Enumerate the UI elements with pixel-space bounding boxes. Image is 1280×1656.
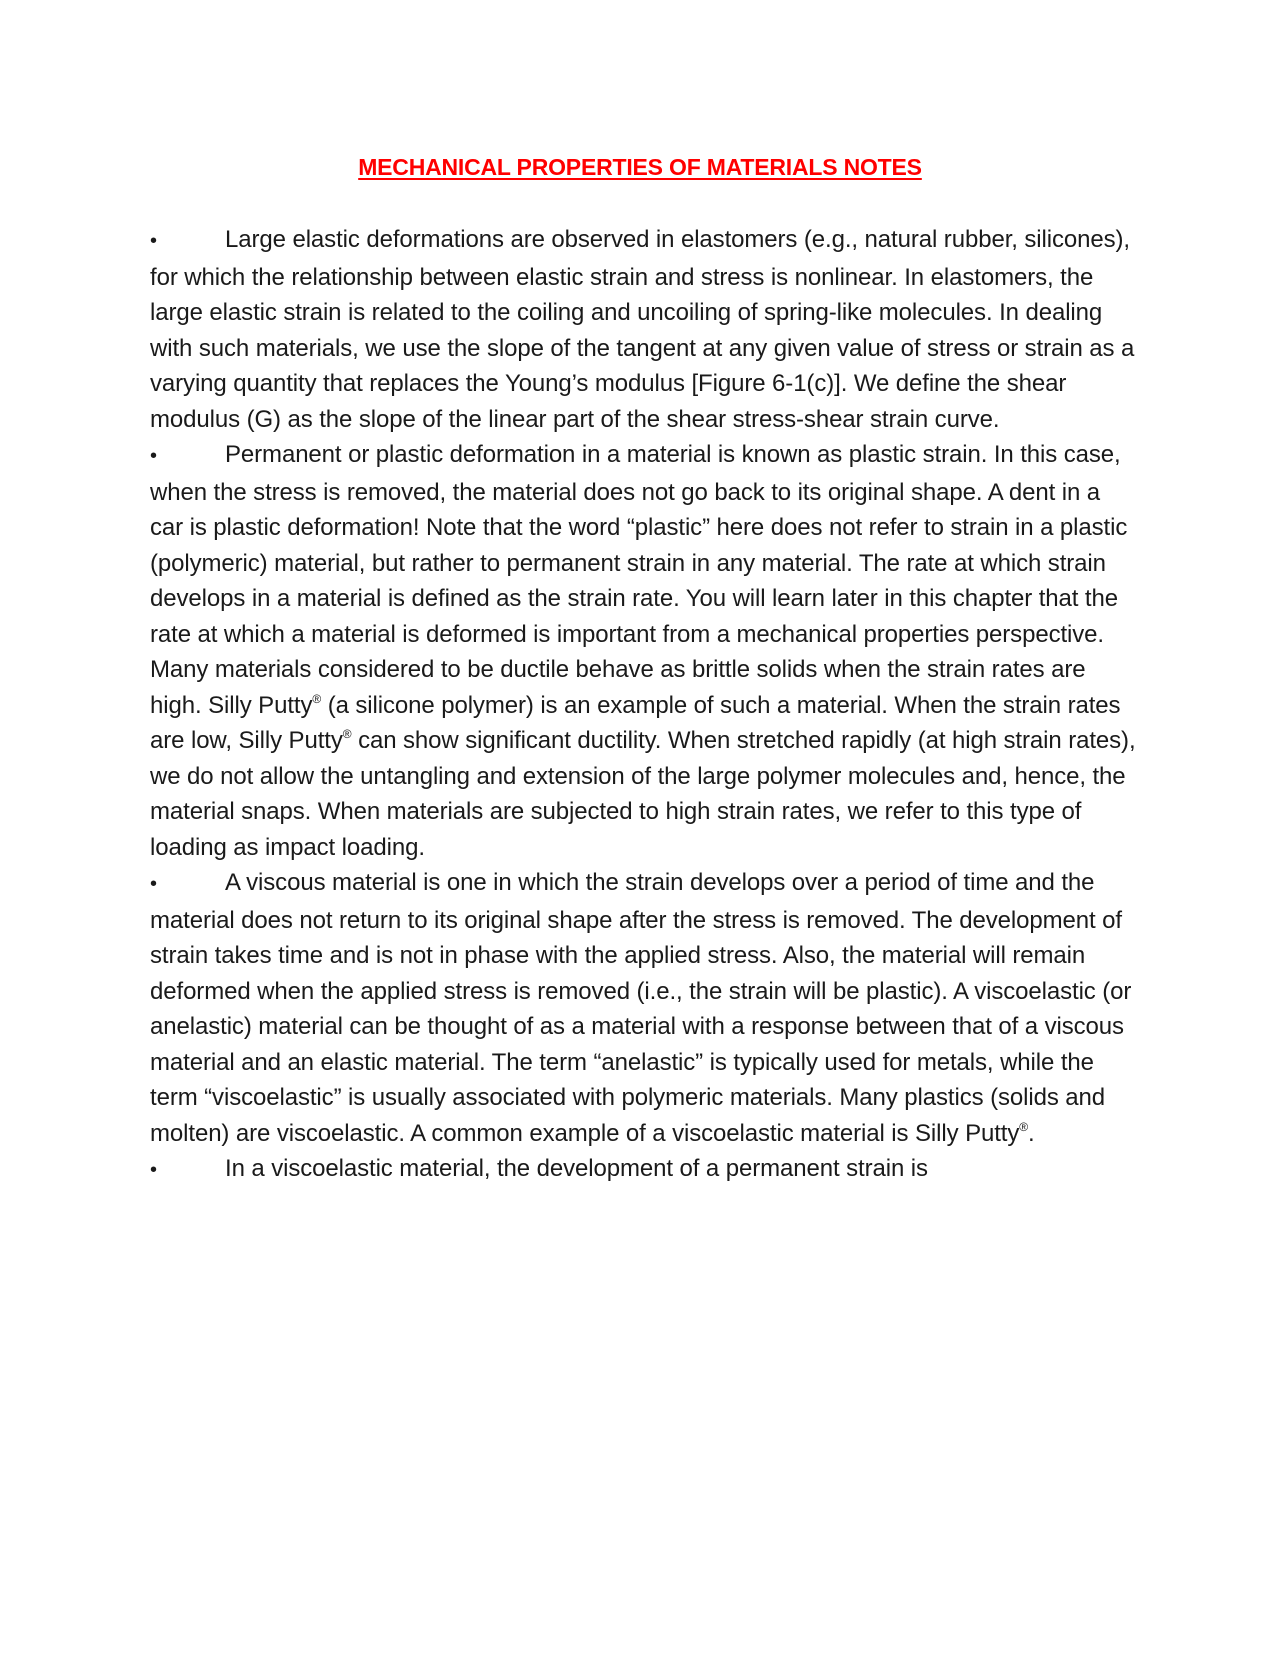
paragraph-text: can show significant ductility. When stretched rapidly (at high strain rates), we do not allow the untangling and extension of the large polymer molecules and, hence, the material snaps. When materials are subjected to high strain rates, we refer to this type of loading as impact loading. — [150, 727, 1136, 861]
paragraph-text: In a viscoelastic material, the development of a permanent strain is — [225, 1155, 928, 1182]
paragraph-viscous-material — [150, 865, 1136, 1151]
bullet-icon: • — [150, 1159, 157, 1181]
registered-mark: ® — [342, 727, 352, 741]
paragraph-text: (a silicone polymer) is an example of such a material. When the strain rates are low, Silly Putty — [150, 691, 1121, 754]
paragraph-plastic-deformation — [150, 437, 1136, 865]
paragraph-text: A viscous material is one in which the strain develops over a period of time and the material does not return to its original shape after the stress is removed. The development of strain takes time and is not in phase with the applied stress. Also, the material will remain deformed when the applied stress is removed (i.e., the strain will be plastic). A viscoelastic (or anelastic) material can be thought of as a material with a response between that of a viscous material and an elastic material. The term “anelastic” is typically used for metals, while the term “viscoelastic” is usually associated with polymeric materials. Many plastics (solids and molten) are viscoelastic. A common example of a viscoelastic material is Silly Putty — [150, 869, 1132, 1147]
bullet-icon: • — [150, 873, 157, 895]
document-body — [150, 222, 1136, 1189]
paragraph-viscoelastic — [150, 1151, 1136, 1189]
paragraph-elastomers — [150, 222, 1136, 437]
bullet-icon: • — [150, 230, 157, 252]
paragraph-text: . — [1028, 1119, 1035, 1147]
paragraph-text: Permanent or plastic deformation in a material is known as plastic strain. In this case, when the stress is removed, the material does not go back to its original shape. A dent in a car is plastic deformation! Note that the word “plastic” here does not refer to strain in a plastic (polymeric) material, but rather to permanent strain in any material. The rate at which strain develops in a material is defined as the strain rate. You will learn later in this chapter that the rate at which a material is deformed is important from a mechanical properties perspective. Many materials considered to be ductile behave as brittle solids when the strain rates are high. Silly Putty — [150, 441, 1128, 719]
registered-mark: ® — [1019, 1119, 1029, 1134]
paragraph-text: Large elastic deformations are observed in elastomers (e.g., natural rubber, silicones), for which the relationship between elastic strain and stress is nonlinear. In elastomers, the large elastic strain is related to the coiling and uncoiling of spring-like molecules. In dealing with such materials, we use the slope of the tangent at any given value of stress or strain as a varying quantity that replaces the Young’s modulus [Figure 6-1(c)]. We define the shear modulus (G) as the slope of the linear part of the shear stress-shear strain curve. — [150, 226, 1135, 433]
document-title: MECHANICAL PROPERTIES OF MATERIALS NOTES — [358, 154, 922, 180]
registered-mark: ® — [312, 691, 322, 706]
bullet-icon: • — [150, 445, 157, 467]
